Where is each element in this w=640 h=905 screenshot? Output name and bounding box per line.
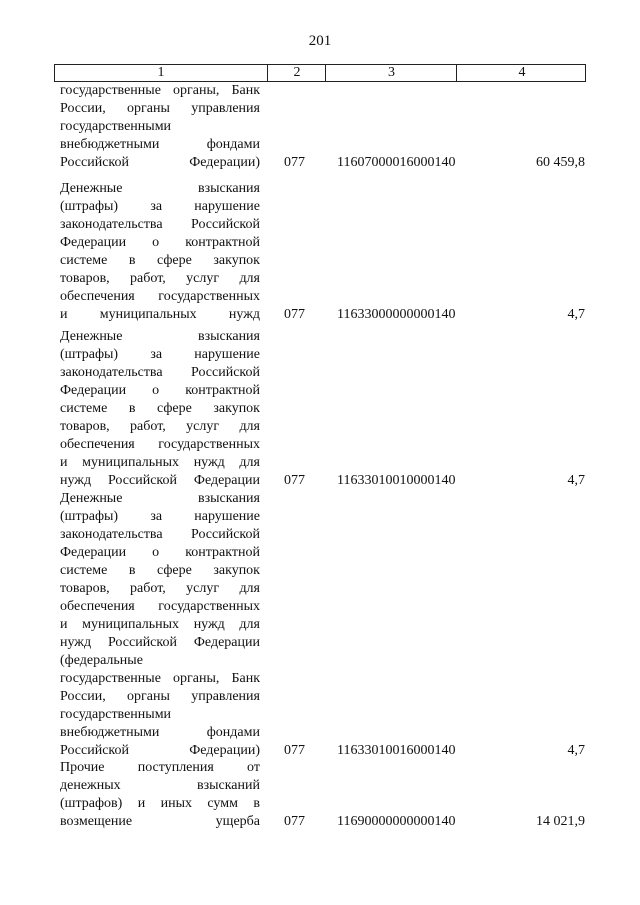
description-line: денежных взысканий	[60, 778, 260, 793]
row-admin-code: 077	[284, 473, 305, 488]
description-line: (федеральные	[60, 653, 143, 668]
description-line: товаров, работ, услуг для	[60, 419, 260, 434]
description-line: Денежные взыскания	[60, 329, 260, 344]
description-line: Российской Федерации)	[60, 743, 260, 758]
row-admin-code: 077	[284, 307, 305, 322]
description-line: обеспечения государственных	[60, 599, 260, 614]
description-line: и муниципальных нужд для	[60, 455, 260, 470]
description-line: внебюджетными фондами	[60, 725, 260, 740]
description-line: Российской Федерации)	[60, 155, 260, 170]
description-line: (штрафы) за нарушение	[60, 509, 260, 524]
description-line: (штрафы) за нарушение	[60, 347, 260, 362]
row-admin-code: 077	[284, 743, 305, 758]
description-line: государственными	[60, 707, 172, 722]
description-line: обеспечения государственных	[60, 289, 260, 304]
row-amount: 14 021,9	[536, 814, 585, 829]
description-line: Прочие поступления от	[60, 760, 260, 775]
row-amount: 4,7	[567, 743, 585, 758]
description-line: законодательства Российской	[60, 365, 260, 380]
row-classification-code: 11633010016000140	[337, 743, 456, 758]
row-classification-code: 11633000000000140	[337, 307, 456, 322]
header-col-2: 2	[267, 65, 326, 81]
description-line: нужд Российской Федерации	[60, 635, 260, 650]
page-number: 201	[308, 33, 332, 49]
description-line: Федерации о контрактной	[60, 383, 260, 398]
row-description	[60, 180, 260, 324]
description-line: государственными	[60, 119, 172, 134]
row-amount: 60 459,8	[536, 155, 585, 170]
description-line: и муниципальных нужд	[60, 307, 260, 322]
description-line: Денежные взыскания	[60, 181, 260, 196]
row-classification-code: 11690000000000140	[337, 814, 456, 829]
row-admin-code: 077	[284, 155, 305, 170]
description-line: нужд Российской Федерации	[60, 473, 260, 488]
description-line: возмещение ущерба	[60, 814, 260, 829]
description-line: Федерации о контрактной	[60, 545, 260, 560]
description-line: государственные органы, Банк	[60, 83, 260, 98]
row-description	[60, 82, 260, 172]
row-amount: 4,7	[567, 307, 585, 322]
description-line: системе в сфере закупок	[60, 563, 260, 578]
table-header	[54, 64, 586, 82]
header-col-3: 3	[325, 65, 457, 81]
description-line: России, органы управления	[60, 101, 260, 116]
description-line: и муниципальных нужд для	[60, 617, 260, 632]
row-classification-code: 11607000016000140	[337, 155, 456, 170]
description-line: обеспечения государственных	[60, 437, 260, 452]
description-line: товаров, работ, услуг для	[60, 581, 260, 596]
description-line: системе в сфере закупок	[60, 253, 260, 268]
description-line: законодательства Российской	[60, 217, 260, 232]
description-line: внебюджетными фондами	[60, 137, 260, 152]
description-line: Денежные взыскания	[60, 491, 260, 506]
description-line: законодательства Российской	[60, 527, 260, 542]
row-admin-code: 077	[284, 814, 305, 829]
description-line: Федерации о контрактной	[60, 235, 260, 250]
description-line: государственные органы, Банк	[60, 671, 260, 686]
header-col-4: 4	[456, 65, 587, 81]
description-line: системе в сфере закупок	[60, 401, 260, 416]
description-line: товаров, работ, услуг для	[60, 271, 260, 286]
row-description	[60, 490, 260, 760]
row-description	[60, 328, 260, 490]
row-description	[60, 759, 260, 831]
row-classification-code: 11633010010000140	[337, 473, 456, 488]
header-col-1: 1	[157, 65, 165, 80]
description-line: России, органы управления	[60, 689, 260, 704]
description-line: (штрафы) за нарушение	[60, 199, 260, 214]
description-line: (штрафов) и иных сумм в	[60, 796, 260, 811]
row-amount: 4,7	[567, 473, 585, 488]
